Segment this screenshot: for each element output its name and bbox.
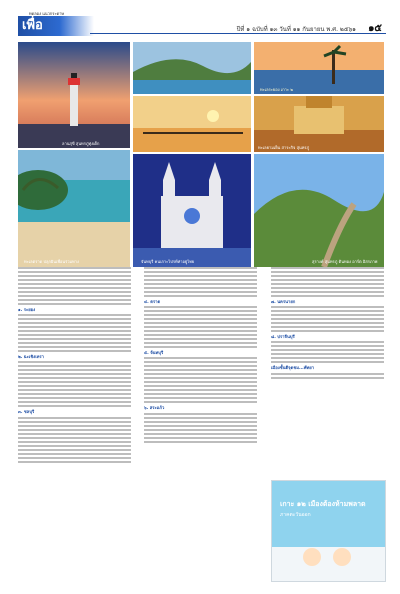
photo-beach (18, 150, 130, 267)
column-1 (18, 265, 131, 464)
column-2 (144, 265, 257, 444)
photo-caption: จันทบุรี คนเกาะไปรท์ท่าอยู่ไทย (141, 259, 195, 264)
page-number: ๑๕ (368, 23, 382, 34)
issue-info: ปีที่ ๑ ฉบับที่ ๑๓ วันที่ ๑๑ กันยายน พ.ศ. ๒๕๖๑ (236, 26, 356, 33)
section-label: ๓. ชลบุรี (18, 408, 35, 414)
page-header (0, 0, 400, 40)
photo-caption: ลานสุขี สุนทรภู่ทุ่งเด็ก (62, 141, 100, 146)
section-label: ๘. ปราจีนบุรี (271, 333, 295, 339)
photo-palms (254, 42, 384, 94)
section-label: ๒. ฉะเชิงเทรา (18, 353, 45, 359)
masthead-title: เพื่อ (18, 16, 94, 36)
section-label: ๖. สระแก้ว (144, 404, 165, 410)
column-3 (271, 265, 384, 380)
section-label: ๑. ระยอง (18, 306, 36, 312)
section-label: ๗. นครนายก (271, 298, 296, 304)
photo-sunset-pier (133, 96, 251, 152)
photo-lighthouse (18, 42, 130, 148)
poster-title: เกาะ ๑๒ เมืองต้องห้ามพลาด (280, 500, 366, 508)
section-label: ๔. ตราด (144, 298, 161, 304)
photo-mountain-road (254, 154, 384, 267)
photo-caption: ทะเลตราด ปลุกฝันเพื่อนร่วมทาง (24, 259, 79, 264)
photo-caption: ทะเลระยอง เกาะ ๒ (260, 87, 293, 92)
poster-subtitle: ภาคตะวันออก (280, 512, 311, 518)
photo-caption: ทะเลยามเย็น สาระกิจ สุนทรภู่ (258, 145, 310, 150)
photo-coastal-hills (133, 42, 251, 94)
section-label: เมืองชั้นดีจุดชม...พัทยา (271, 364, 315, 370)
section-label: ๕. จันทบุรี (144, 349, 164, 355)
masthead-tagline: ทดลอง แนวกระดาษ (29, 11, 65, 16)
photo-cathedral (133, 154, 251, 267)
photo-temple (254, 96, 384, 152)
promo-poster (271, 480, 386, 582)
photo-caption: สุรางค์ สุนทรภู่ ดินทอง อาร์ต อิสรภาพ (312, 259, 378, 264)
